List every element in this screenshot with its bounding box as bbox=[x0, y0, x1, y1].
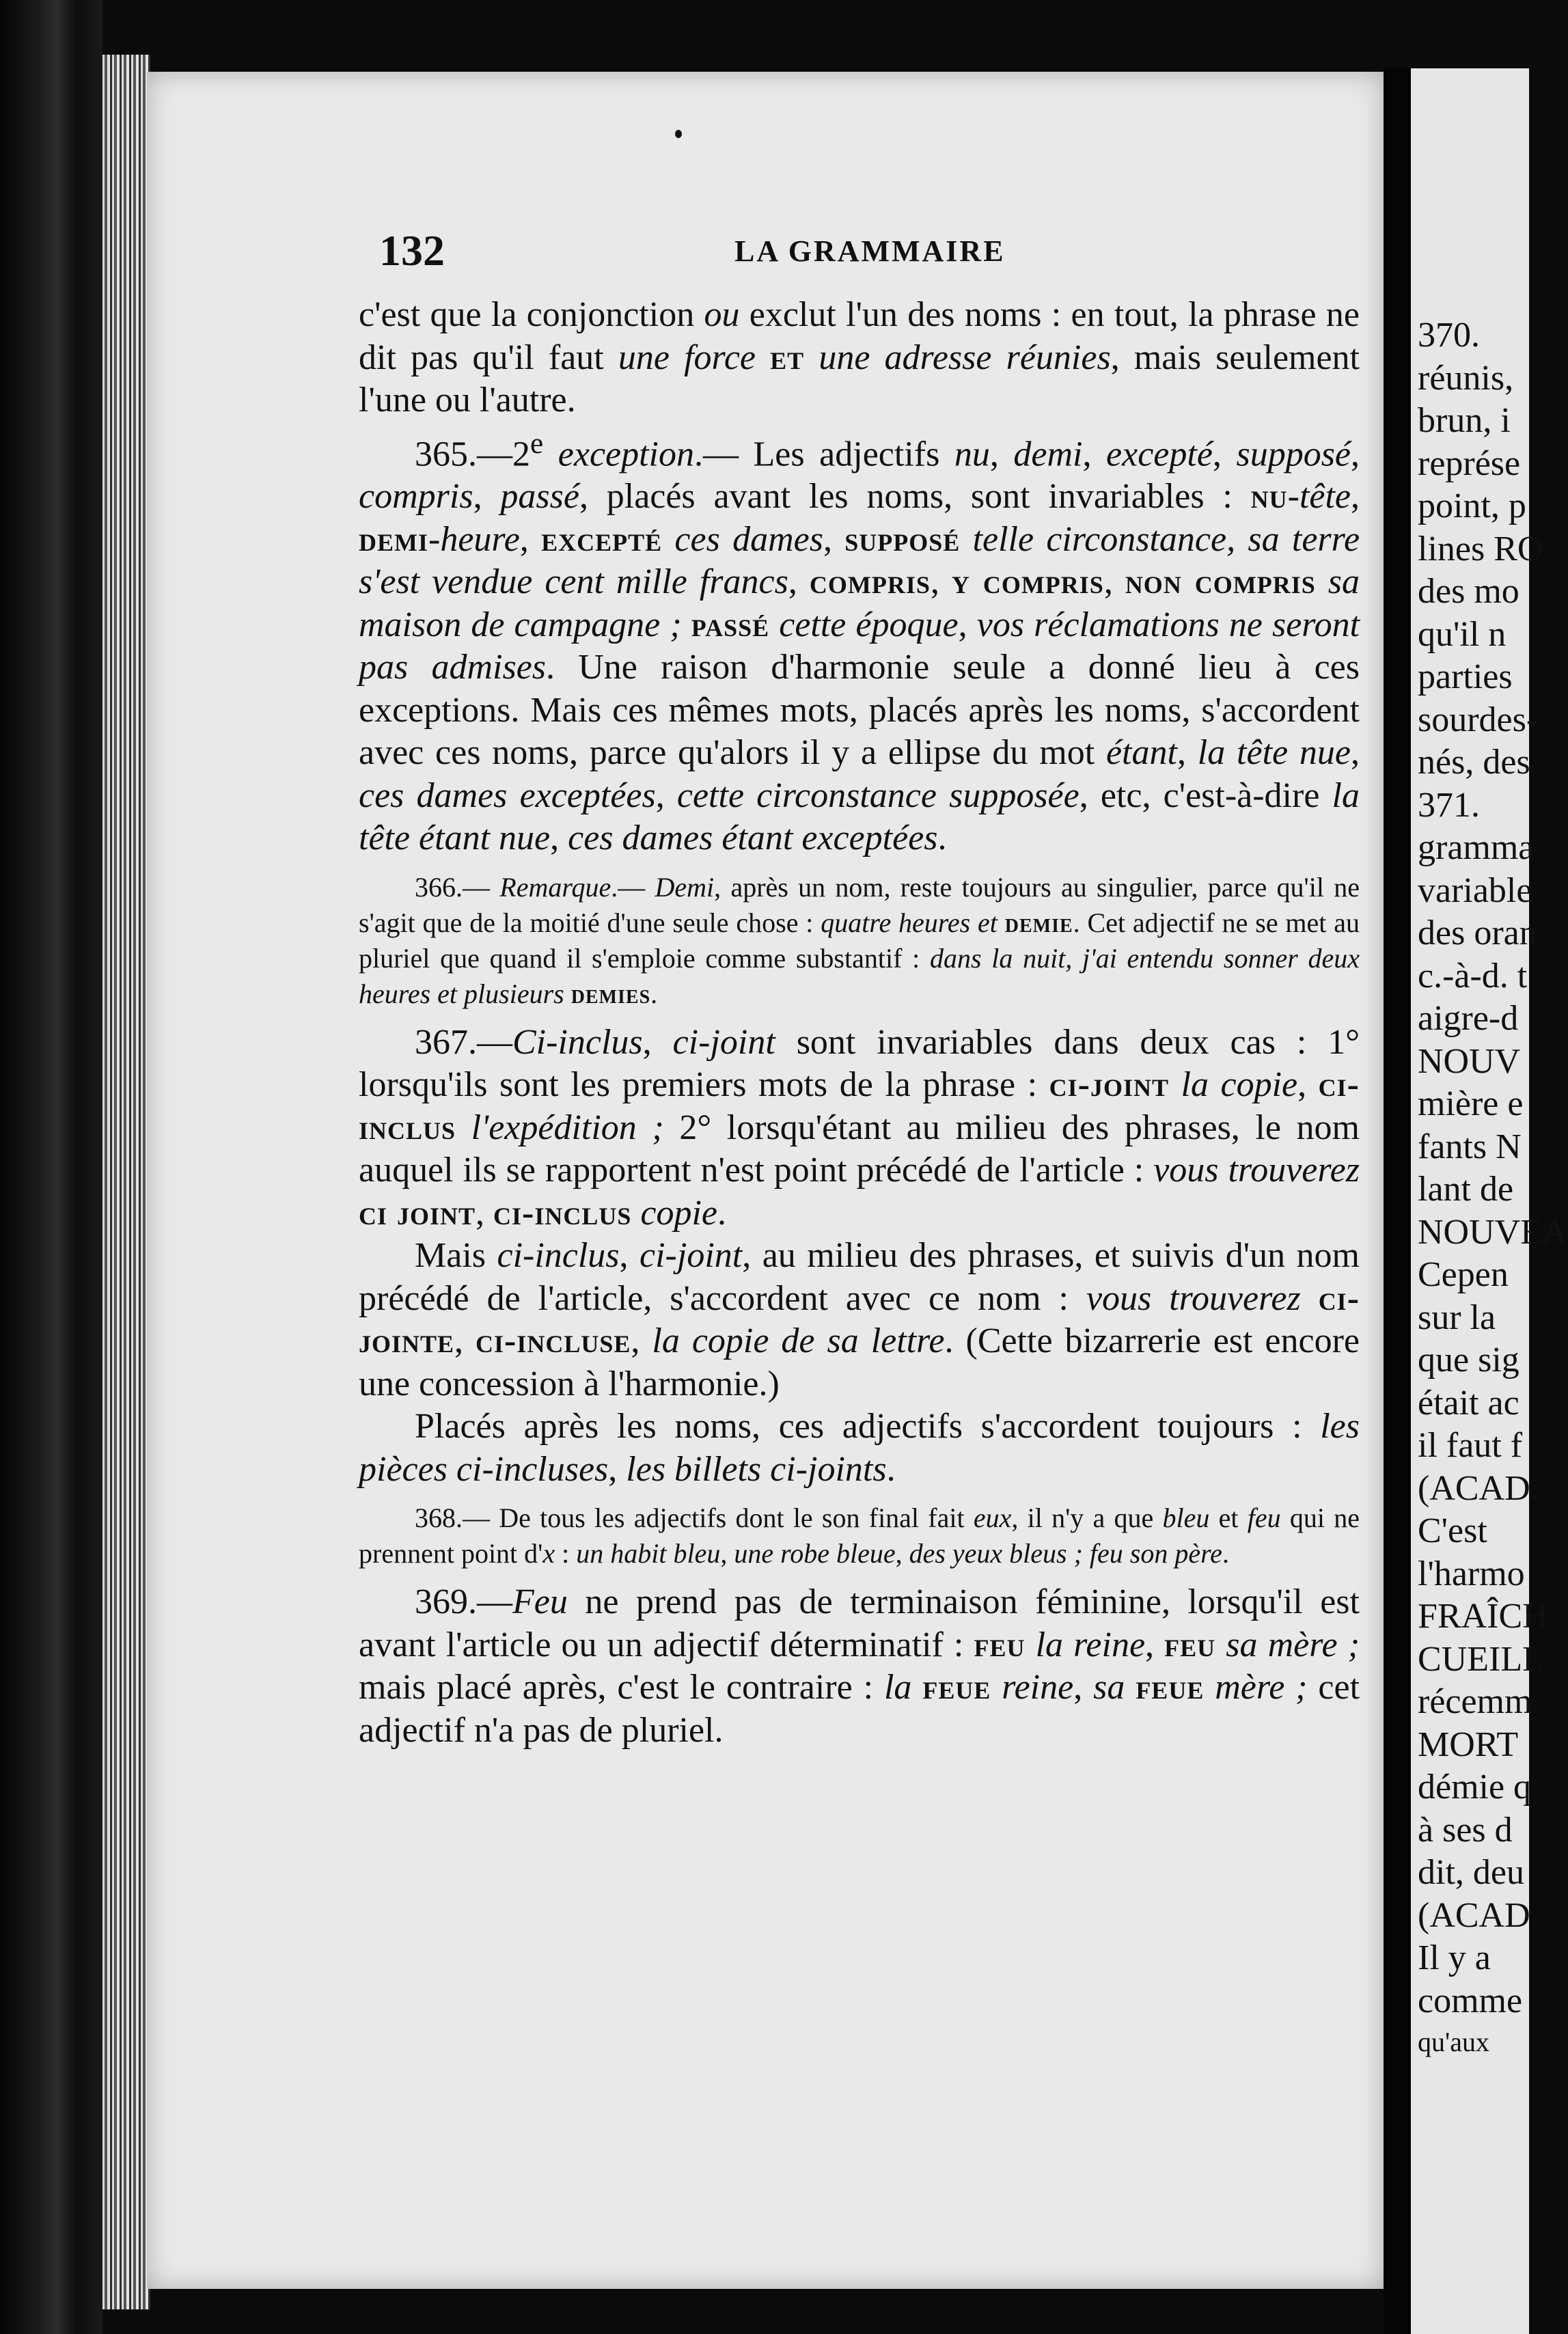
right-page-line: sourdes- bbox=[1418, 700, 1539, 739]
right-page-line: 371. bbox=[1418, 785, 1480, 825]
right-page-line: NOUV bbox=[1418, 1041, 1521, 1081]
right-page-line: était ac bbox=[1418, 1383, 1519, 1423]
right-page-line: variable bbox=[1418, 870, 1532, 910]
right-page-line: Il y a bbox=[1418, 1938, 1491, 1977]
paragraph-mais: Mais ci-inclus, ci-joint, au milieu des phrases, et suivis d'un nom précédé de l'article, s'accordent avec ce nom : vous trouverez ci-jointe, ci-incluse, la copie de sa lettre. (Cette bizarrerie est encore une concession à l'harmonie.) bbox=[359, 1236, 1360, 1403]
right-page-line: gramma bbox=[1418, 828, 1535, 867]
paragraph-continuation: c'est que la conjonction ou exclut l'un des noms : en tout, la phrase ne dit pas qu'il faut une force et une adresse réunies, mais seulement l'une ou l'autre. bbox=[359, 295, 1360, 420]
right-page-line: à ses d bbox=[1418, 1810, 1513, 1850]
right-page-line: lines RO bbox=[1418, 529, 1543, 568]
right-page-line: sur la bbox=[1418, 1298, 1496, 1337]
right-page-line: FRAÎCH bbox=[1418, 1597, 1548, 1636]
right-page-line: que sig bbox=[1418, 1341, 1519, 1379]
right-page-line: lant de bbox=[1418, 1170, 1514, 1209]
right-page-line: des oran bbox=[1418, 914, 1537, 952]
ink-speck bbox=[675, 130, 682, 138]
paragraph-367: 367.—Ci-inclus, ci-joint sont invariables dans deux cas : 1° lorsqu'ils sont les premiers mots de la phrase : ci-joint la copie, ci-inclus l'expédition ; 2° lorsqu'étant au milieu des phrases, le nom auquel ils se rapportent n'est point précédé de l'article : vous trouverez ci joint, ci-inclus copie. bbox=[359, 1022, 1360, 1233]
right-page-line: MORT bbox=[1418, 1725, 1519, 1764]
book-edge-left bbox=[0, 0, 102, 2334]
right-page-line: démie q bbox=[1418, 1768, 1532, 1807]
right-page-line: C'est bbox=[1418, 1511, 1487, 1550]
right-page-line: il faut f bbox=[1418, 1426, 1523, 1465]
right-page-line: nés, des bbox=[1418, 743, 1530, 782]
right-page-column bbox=[1418, 314, 1568, 2062]
running-title: LA GRAMMAIRE bbox=[734, 234, 1006, 268]
paragraph-365: 365.—2e exception.— Les adjectifs nu, demi, excepté, supposé, compris, passé, placés avant les noms, sont invariables : nu-tête, demi-heure, excepté ces dames, supposé telle circonstance, sa terre s'est vendue cent mille francs, compris, y compris, non compris sa maison de campagne ; passé cette époque, vos réclamations ne seront pas admises. Une raison d'harmonie seule a donné lieu à ces exceptions. Mais ces mêmes mots, placés après les noms, s'accordent avec ces noms, parce qu'alors il y a ellipse du mot étant, la tête nue, ces dames exceptées, cette circonstance supposée, etc, c'est-à-dire la tête étant nue, ces dames étant exceptées. bbox=[359, 426, 1360, 858]
right-page-line: CUEILL bbox=[1418, 1639, 1544, 1679]
right-page-line: point, p bbox=[1418, 486, 1526, 525]
right-page-line: Cepen bbox=[1418, 1255, 1509, 1294]
right-page-line: des mo bbox=[1418, 572, 1519, 611]
right-page-line: fants N bbox=[1418, 1127, 1522, 1166]
right-page-line: comme bbox=[1418, 1981, 1523, 2020]
right-page-line: récemm bbox=[1418, 1682, 1532, 1721]
right-page-line: l'harmo bbox=[1418, 1554, 1525, 1593]
right-page-line: représe bbox=[1418, 443, 1521, 483]
page-header bbox=[359, 219, 1360, 294]
book-gutter bbox=[1384, 68, 1411, 2334]
right-page-line: c.-à-d. t bbox=[1418, 956, 1528, 996]
remark-366: 366.— Remarque.— Demi, après un nom, reste toujours au singulier, parce qu'il ne s'agit que de la moitié d'une seule chose : quatre heures et demie. Cet adjectif ne se met au pluriel que quand il s'emploie comme substantif : dans la nuit, j'ai entendu sonner deux heures et plusieurs demies. bbox=[359, 871, 1360, 1009]
right-page-line: (ACAD. bbox=[1418, 1468, 1539, 1508]
page-edges bbox=[102, 55, 150, 2309]
right-page-line: (ACAD. bbox=[1418, 1895, 1539, 1935]
right-page-line: brun, i bbox=[1418, 401, 1511, 440]
right-page-line: mière e bbox=[1418, 1084, 1524, 1123]
page-number: 132 bbox=[379, 226, 445, 275]
text-column bbox=[359, 219, 1360, 1752]
paragraph-places: Placés après les noms, ces adjectifs s'accordent toujours : les pièces ci-incluses, les billets ci-joints. bbox=[359, 1407, 1360, 1489]
right-page-line: dit, deu bbox=[1418, 1853, 1524, 1892]
remark-368: 368.— De tous les adjectifs dont le son final fait eux, il n'y a que bleu et feu qui ne prennent point d'x : un habit bleu, une robe bleue, des yeux bleus ; feu son père. bbox=[359, 1502, 1360, 1569]
right-page-line: NOUVEA bbox=[1418, 1212, 1568, 1252]
right-page-line: 370. bbox=[1418, 316, 1480, 355]
right-page-line: réunis, bbox=[1418, 358, 1514, 398]
paragraph-369: 369.—Feu ne prend pas de terminaison féminine, lorsqu'il est avant l'article ou un adjectif déterminatif : feu la reine, feu sa mère ; mais placé après, c'est le contraire : la feue reine, sa feue mère ; cet adjectif n'a pas de pluriel. bbox=[359, 1582, 1360, 1750]
right-page-line: qu'aux bbox=[1418, 2027, 1489, 2057]
right-page-line: qu'il n bbox=[1418, 614, 1507, 654]
right-page-line: aigre-d bbox=[1418, 999, 1519, 1038]
right-page-line: parties bbox=[1418, 657, 1513, 696]
